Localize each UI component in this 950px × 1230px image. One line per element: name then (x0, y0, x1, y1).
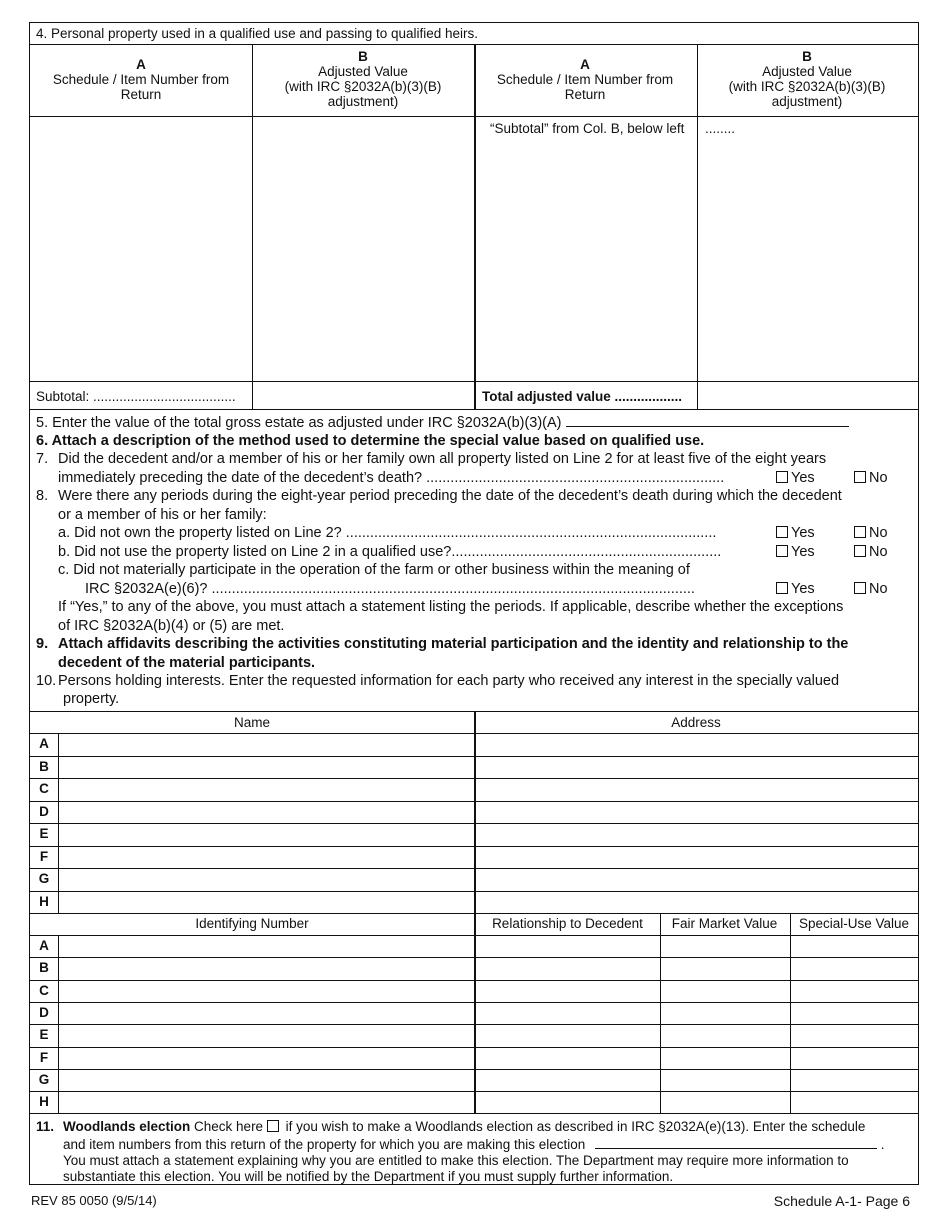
section-4-title: 4. Personal property used in a qualified use and passing to qualified heirs. (30, 23, 918, 45)
woodlands-line1 (36, 1119, 912, 1135)
fair-market-value-field[interactable] (662, 1048, 789, 1069)
col-b-line1: Adjusted Value (318, 64, 408, 79)
party-name-field[interactable] (60, 892, 472, 913)
question-10-text: Persons holding interests. Enter the requested information for each party who received any interest in the specially valued (58, 673, 840, 689)
id-row-label: E (39, 1027, 49, 1043)
section4-bottom-divider (30, 409, 918, 410)
col-b-left-header (252, 49, 474, 109)
fair-market-value-field[interactable] (662, 1025, 789, 1046)
q8a-yes-option[interactable] (776, 524, 815, 543)
q8c-yes-label: Yes (791, 580, 815, 597)
col-a-text: Schedule / Item Number from Return (52, 72, 230, 102)
special-use-value-field[interactable] (792, 958, 918, 979)
id-row-label: F (39, 1049, 49, 1065)
q8b-yes-label: Yes (791, 543, 815, 560)
q8c-yes-checkbox[interactable] (776, 582, 788, 594)
question-9-number: 9. (36, 636, 49, 652)
name-column-header: Name (233, 715, 270, 730)
fair-market-value-field[interactable] (662, 1070, 789, 1091)
q8a-no-checkbox[interactable] (854, 526, 866, 538)
total-adjusted-value-label: Total adjusted value .................. (482, 389, 683, 404)
id-row-label: H (39, 1094, 49, 1110)
question-5 (36, 413, 910, 432)
id-table-divider-suv (790, 913, 791, 1113)
fair-market-value-field[interactable] (662, 1003, 789, 1024)
relationship-field[interactable] (477, 936, 659, 957)
subtotal-value-field[interactable] (260, 389, 460, 405)
parties-row-label: G (38, 871, 50, 886)
woodlands-line4: substantiate this election. You will be notified by the Department if you must supply further information. (63, 1169, 674, 1184)
identifying-number-field[interactable] (60, 1070, 472, 1091)
parties-row-label: D (39, 803, 49, 819)
q8c-yes-option[interactable] (776, 580, 815, 599)
form-id: REV 85 0050 (9/5/14) (31, 1193, 157, 1208)
party-address-field[interactable] (477, 847, 917, 868)
q8b-no-checkbox[interactable] (854, 545, 866, 557)
subtotal-carry-value: ........ (705, 121, 736, 136)
identifying-number-field[interactable] (60, 1048, 472, 1069)
col-a-text-right: Schedule / Item Number from Return (496, 72, 674, 102)
woodlands-number: 11. (36, 1119, 55, 1134)
q8b-yes-option[interactable] (776, 543, 815, 562)
party-name-field[interactable] (60, 757, 472, 778)
question-7-line2 (36, 469, 910, 488)
q8a-no-label: No (869, 525, 888, 541)
relationship-header: Relationship to Decedent (492, 916, 643, 931)
woodlands-title: Woodlands election (63, 1119, 191, 1134)
identifying-number-field[interactable] (60, 1092, 472, 1113)
col-a-letter-right: A (580, 57, 590, 72)
party-name-field[interactable] (60, 824, 472, 845)
fair-market-value-field[interactable] (662, 1092, 789, 1113)
question-8b (36, 543, 910, 562)
party-address-field[interactable] (477, 802, 917, 823)
party-name-field[interactable] (60, 734, 472, 755)
special-use-value-field[interactable] (792, 1048, 918, 1069)
question-5-text: 5. Enter the value of the total gross estate as adjusted under IRC §2032A(b)(3)(A) (36, 415, 562, 431)
tables-center-divider (474, 711, 476, 1113)
page-label: Schedule A-1- Page 6 (773, 1193, 910, 1209)
question-8-text-2: or a member of his or her family: (58, 506, 267, 523)
section4-col-divider-3 (697, 45, 698, 409)
question-8a-text: a. Did not own the property listed on Line 2? ............................................................................................ (58, 525, 717, 541)
section4-col-divider-1 (252, 45, 253, 409)
id-row-label: G (38, 1071, 50, 1087)
woodlands-line3: You must attach a statement explaining why you are entitled to make this election. The Department may require more information to (63, 1153, 849, 1168)
col-b-line2-right: (with IRC §2032A(b)(3)(B) (728, 79, 886, 94)
col-b-letter-right: B (802, 49, 812, 64)
id-table-top (30, 913, 918, 914)
parties-row-label: A (39, 736, 49, 751)
fair-market-value-field[interactable] (662, 958, 789, 979)
address-column-header: Address (671, 715, 721, 730)
if-yes-text: If “Yes,” to any of the above, you must attach a statement listing the periods. If applicable, describe whether the exceptions (58, 599, 844, 615)
fair-market-value-field[interactable] (662, 981, 789, 1002)
id-row-label: A (39, 938, 49, 953)
party-name-field[interactable] (60, 869, 472, 890)
fair-market-value-field[interactable] (662, 936, 789, 957)
col-b-letter: B (358, 49, 368, 64)
party-address-field[interactable] (477, 892, 917, 913)
question-8b-text: b. Did not use the property listed on Line 2 in a qualified use?................................................................... (58, 543, 722, 560)
q8a-yes-checkbox[interactable] (776, 526, 788, 538)
party-address-field[interactable] (477, 824, 917, 845)
q7-no-label: No (869, 469, 888, 486)
party-address-field[interactable] (477, 779, 917, 800)
parties-row-label: H (39, 893, 49, 909)
woodlands-top (30, 1113, 918, 1114)
relationship-field[interactable] (477, 1070, 659, 1091)
parties-row-label: F (39, 848, 49, 864)
identifying-number-field[interactable] (60, 1025, 472, 1046)
woodlands-line2: and item numbers from this return of the property for which you are making this election . (63, 1137, 885, 1152)
woodlands-line2-text: and item numbers from this return of the property for which you are making this election (63, 1137, 586, 1152)
total-adjusted-value-field[interactable] (705, 389, 905, 405)
question-8c-text: c. Did not materially participate in the operation of the farm or other business within the meaning of (58, 562, 690, 578)
question-10-line1 (36, 672, 910, 691)
question-8-line1 (36, 487, 910, 506)
question-9-text-2: decedent of the material participants. (58, 654, 316, 671)
col-a-left-header (30, 57, 252, 102)
q8b-no-option[interactable] (854, 543, 888, 562)
question-8-text: Were there any periods during the eight-year period preceding the date of the decedent’s death during which the decedent (58, 488, 842, 504)
q7-yes-option[interactable] (776, 469, 815, 488)
q8c-no-label: No (869, 580, 888, 597)
relationship-field[interactable] (477, 1003, 659, 1024)
col-b-line3: adjustment) (327, 94, 399, 109)
party-address-field[interactable] (477, 734, 917, 755)
woodlands-check-here: Check here (194, 1119, 264, 1134)
question-9-text: Attach affidavits describing the activities constituting material participation and the identity and relationship to the (58, 636, 849, 652)
subtotal-from-label: “Subtotal” from Col. B, below left (490, 121, 685, 136)
identifying-number-field[interactable] (60, 958, 472, 979)
special-use-value-field[interactable] (792, 981, 918, 1002)
q8a-yes-label: Yes (791, 525, 815, 541)
id-row-label: C (39, 982, 49, 998)
party-name-field[interactable] (60, 779, 472, 800)
parties-row-label: C (39, 781, 49, 796)
id-row-label: B (39, 960, 49, 976)
woodlands-line1-rest: if you wish to make a Woodlands election as described in IRC §2032A(e)(13). Enter the schedule (285, 1119, 866, 1134)
q7-yes-label: Yes (791, 469, 815, 486)
id-table-divider-fmv (660, 913, 661, 1113)
question-7-line1 (36, 450, 910, 469)
questions-block (36, 413, 910, 709)
relationship-field[interactable] (477, 958, 659, 979)
q8c-no-option[interactable] (854, 580, 888, 599)
q8c-no-checkbox[interactable] (854, 582, 866, 594)
special-use-value-field[interactable] (792, 936, 918, 957)
col-b-line1-right: Adjusted Value (762, 64, 852, 79)
question-9-line1 (36, 635, 910, 654)
question-10-number: 10. (36, 673, 57, 689)
party-address-field[interactable] (477, 757, 917, 778)
party-name-field[interactable] (60, 802, 472, 823)
relationship-field[interactable] (477, 1048, 659, 1069)
col-a-right-header (474, 57, 696, 102)
question-7-text: Did the decedent and/or a member of his or her family own all property listed on Line 2 for at least five of the eight years (58, 451, 827, 467)
relationship-field[interactable] (477, 981, 659, 1002)
identifying-number-field[interactable] (60, 936, 472, 957)
identifying-number-header: Identifying Number (195, 916, 309, 931)
identifying-number-field[interactable] (60, 981, 472, 1002)
woodlands-election (36, 1119, 912, 1185)
q8b-no-label: No (869, 543, 888, 560)
col-b-line3-right: adjustment) (771, 94, 843, 109)
subtotal-label: Subtotal: ...................................... (36, 389, 236, 404)
q7-yes-checkbox[interactable] (776, 471, 788, 483)
question-8-number: 8. (36, 488, 49, 504)
q7-no-option[interactable] (854, 469, 888, 488)
question-8a (36, 524, 910, 543)
special-use-value-field[interactable] (792, 1003, 918, 1024)
question-7-text-2: immediately preceding the date of the decedent’s death? .......................................................................... (58, 469, 725, 486)
gross-estate-value-field[interactable] (566, 413, 849, 427)
col-b-line2: (with IRC §2032A(b)(3)(B) (284, 79, 442, 94)
parties-row-label: B (39, 758, 49, 774)
woodlands-items-field[interactable] (595, 1135, 877, 1149)
fair-market-value-header: Fair Market Value (671, 916, 778, 931)
question-10-text-2: property. (63, 690, 120, 707)
question-7-number: 7. (36, 451, 49, 467)
party-address-field[interactable] (477, 869, 917, 890)
question-6-text: 6. Attach a description of the method used to determine the special value based on qualified use. (36, 432, 705, 449)
q7-no-checkbox[interactable] (854, 471, 866, 483)
col-a-letter: A (136, 57, 146, 72)
question-8c-line2 (36, 580, 910, 599)
special-use-value-field[interactable] (792, 1070, 918, 1091)
question-8c-text-2: IRC §2032A(e)(6)? ........................................................................................................................ (85, 580, 695, 597)
col-b-right-header (696, 49, 918, 109)
q8a-no-option[interactable] (854, 524, 888, 543)
section4-col-divider-2 (474, 45, 476, 409)
if-yes-text-2: of IRC §2032A(b)(4) or (5) are met. (58, 617, 285, 634)
special-use-value-header: Special-Use Value (798, 916, 910, 931)
parties-row-label: E (39, 826, 49, 841)
id-row-label: D (39, 1004, 49, 1020)
woodlands-election-checkbox[interactable] (267, 1120, 279, 1132)
special-use-value-field[interactable] (792, 1092, 918, 1113)
identifying-number-field[interactable] (60, 1003, 472, 1024)
special-use-value-field[interactable] (792, 1025, 918, 1046)
relationship-field[interactable] (477, 1092, 659, 1113)
party-name-field[interactable] (60, 847, 472, 868)
relationship-field[interactable] (477, 1025, 659, 1046)
q8b-yes-checkbox[interactable] (776, 545, 788, 557)
schedule-a1-form (29, 22, 919, 1185)
